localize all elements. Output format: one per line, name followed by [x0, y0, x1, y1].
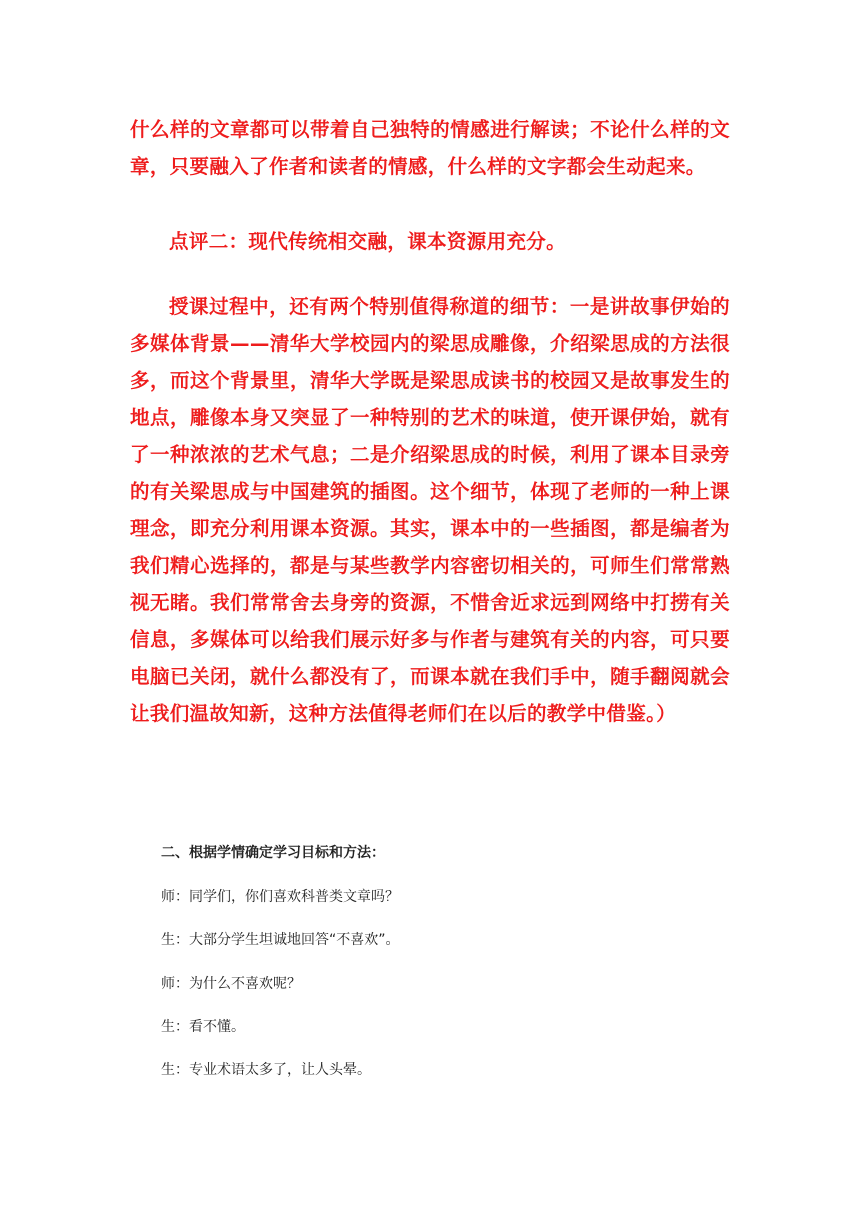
section-heading: 二、根据学情确定学习目标和方法：: [161, 845, 385, 861]
review-2-title: 点评二：现代传统相交融，课本资源用充分。: [169, 230, 567, 253]
dialogue-line: 师：同学们，你们喜欢科普类文章吗？: [161, 889, 399, 905]
dialogue-line: 生：大部分学生坦诚地回答“不喜欢”。: [161, 932, 400, 948]
commentary-paragraph-3: 授课过程中，还有两个特别值得称道的细节：一是讲故事伊始的多媒体背景——清华大学校园内的梁思成雕像，介绍梁思成的方法很多，而这个背景里，清华大学既是梁思成读书的校园又是故事发生的地点，雕像本身又突显了一种特别的艺术的味道，使开课伊始，就有了一种浓浓的艺术气息；二是介绍梁思成的时候，利用了课本目录旁的有关梁思成与中国建筑的插图。这个细节，体现了老师的一种上课理念，即充分利用课本资源。其实，课本中的一些插图，都是编者为我们精心选择的，都是与某些教学内容密切相关的，可师生们常常熟视无睹。我们常常舍去身旁的资源，不惜舍近求远到网络中打捞有关信息，多媒体可以给我们展示好多与作者与建筑有关的内容，可只要电脑已关闭，就什么都没有了，而课本就在我们手中，随手翻阅就会让我们温故知新，这种方法值得老师们在以后的教学中借鉴。）: [130, 295, 730, 725]
commentary-paragraph-1: 什么样的文章都可以带着自己独特的情感进行解读；不论什么样的文章，只要融入了作者和读者的情感，什么样的文字都会生动起来。: [130, 118, 730, 178]
dialogue-line: 师：为什么不喜欢呢？: [161, 976, 301, 992]
dialogue-line: 生：看不懂。: [161, 1019, 245, 1035]
dialogue-line: 生：专业术语太多了，让人头晕。: [161, 1062, 371, 1078]
